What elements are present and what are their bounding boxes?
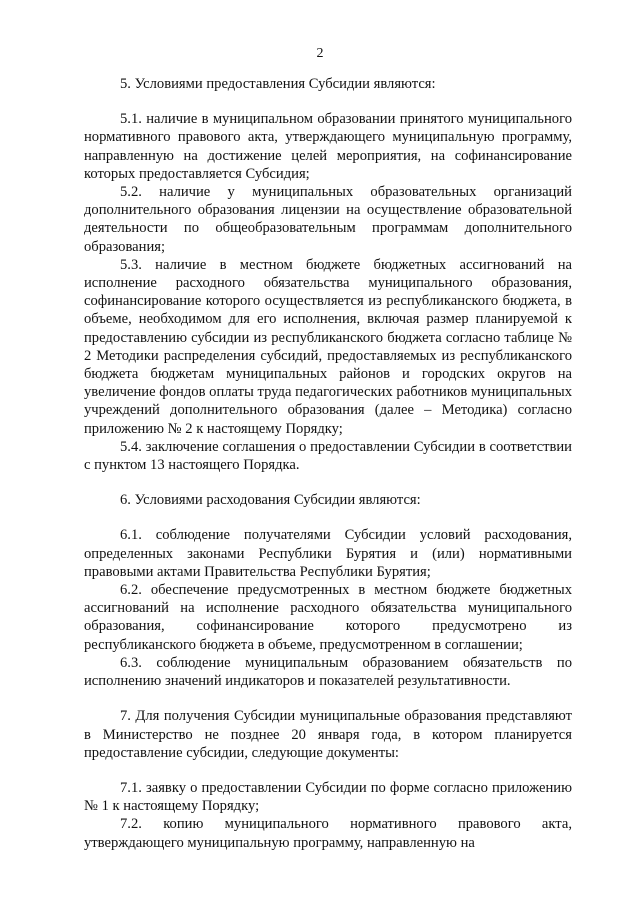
section-5 [84,75,572,474]
clause-5-2: 5.2. наличие у муниципальных образовательных организаций дополнительного образования лицензии на осуществление образовательной деятельности по общеобразовательным программам дополнительного образования; [84,184,572,255]
page-number: 2 [316,46,324,61]
clause-6-3: 6.3. соблюдение муниципальным образованием обязательств по исполнению значений индикаторов и показателей результативности. [84,654,572,690]
clause-5-3: 5.3. наличие в местном бюджете бюджетных ассигнований на исполнение расходного обязательства муниципального образования, софинансирование которого осуществляется из республиканского бюджета, в объеме, необходимом для его исполнения, включая размер планируемой к предоставлению субсидии из республиканского бюджета согласно таблице № 2 Методики распределения субсидий, предоставляемых из республиканского бюджета бюджетам муниципальных районов и городских округов на увеличение фондов оплаты труда педагогических работников муниципальных учреждений дополнительного образования (далее – Методика) согласно приложению № 2 к настоящему Порядку; [84,256,572,437]
spacer [84,690,572,707]
spacer [84,474,572,491]
clause-5-4: 5.4. заключение соглашения о предоставлении Субсидии в соответствии с пунктом 13 настоящего Порядка. [84,438,572,474]
spacer [84,762,572,779]
section-heading: 6. Условиями расходования Субсидии являются: [120,492,421,509]
section-heading: 5. Условиями предоставления Субсидии являются: [120,76,436,92]
section-6 [84,491,572,690]
clause-7-1: 7.1. заявку о предоставлении Субсидии по форме согласно приложению № 1 к настоящему Порядку; [84,779,572,815]
spacer [84,509,572,526]
document-body [84,75,572,852]
clause-5-1: 5.1. наличие в муниципальном образовании принятого муниципального нормативного правового акта, утверждающего муниципальную программу, направленную на достижение целей мероприятия, на софинансирование которых предоставляется Субсидия; [84,111,572,182]
clause-6-1: 6.1. соблюдение получателями Субсидии условий расходования, определенных законами Республики Бурятия и (или) нормативными правовыми актами Правительства Республики Бурятия; [84,527,572,580]
spacer [84,93,572,110]
section-7 [84,707,572,851]
clause-7-2: 7.2. копию муниципального нормативного правового акта, утверждающего муниципальную программу, направленную на [84,816,572,851]
section-heading: 7. Для получения Субсидии муниципальные образования представляют в Министерство не позднее 20 января года, в котором планируется предоставление субсидии, следующие документы: [84,708,572,761]
clause-6-2: 6.2. обеспечение предусмотренных в местном бюджете бюджетных ассигнований на исполнение расходного обязательства муниципального образования, софинансирование которого предусмотрено из республиканского бюджета в объеме, предусмотренном в соглашении; [84,582,572,653]
